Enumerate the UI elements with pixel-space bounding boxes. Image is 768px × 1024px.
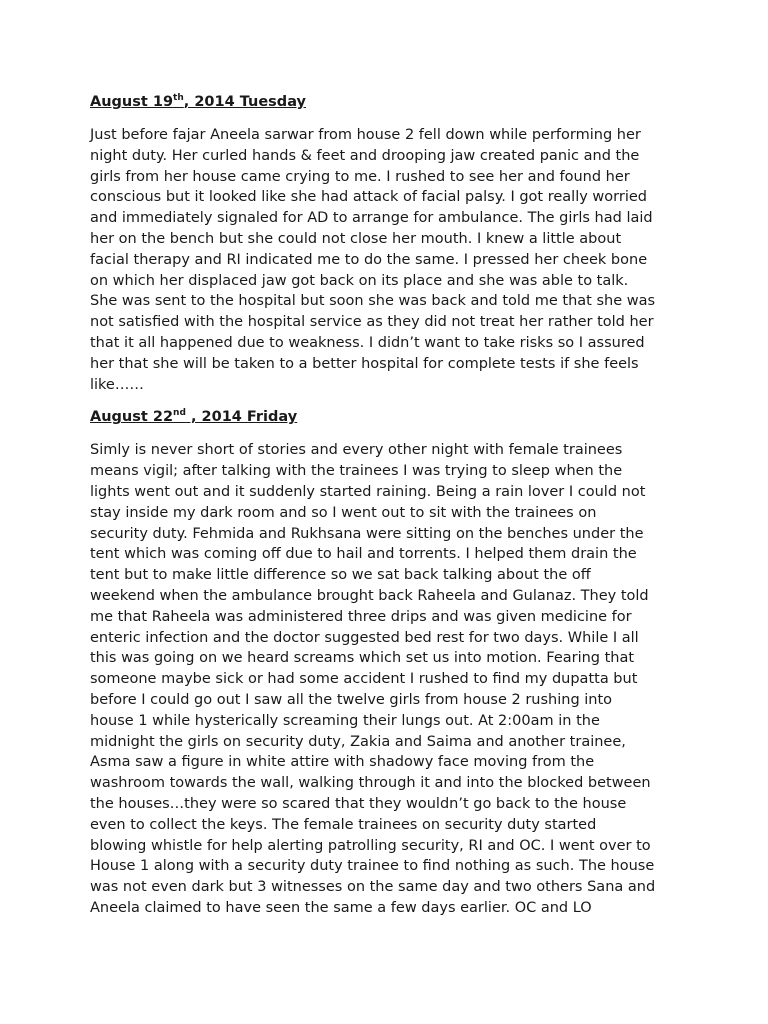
entry-date: August 22 (90, 409, 174, 426)
text-line: not satisfied with the hospital service as they did not treat her rather told her (90, 314, 654, 331)
text-line: girls from her house came crying to me. I rushed to see her and found her (90, 168, 630, 185)
text-line: weekend when the ambulance brought back Raheela and Gulanaz. They told (90, 587, 649, 604)
text-line: facial therapy and RI indicated me to do the same. I pressed her cheek bone (90, 251, 648, 268)
text-line: House 1 along with a security duty trainee to find nothing as such. The house (90, 858, 655, 875)
text-line: and immediately signaled for AD to arrange for ambulance. The girls had laid (90, 210, 653, 227)
text-line: even to collect the keys. The female trainees on security duty started (90, 816, 597, 833)
text-line: tent which was coming off due to hail and torrents. I helped them drain the (90, 546, 637, 563)
text-line: was not even dark but 3 witnesses on the same day and two others Sana and (90, 879, 656, 896)
text-line: like…… (90, 376, 144, 393)
text-line: on which her displaced jaw got back on its place and she was able to talk. (90, 272, 629, 289)
diary-entry-aug-22 (90, 407, 680, 918)
entry-body (90, 125, 680, 395)
text-line: house 1 while hysterically screaming their lungs out. At 2:00am in the (90, 712, 600, 729)
text-line: tent but to make little difference so we sat back talking about the off (90, 567, 591, 584)
entry-date-rest: , 2014 Tuesday (183, 94, 306, 110)
text-line: blowing whistle for help alerting patrolling security, RI and OC. I went over to (90, 837, 651, 854)
text-line: her that she will be taken to a better hospital for complete tests if she feels (90, 355, 639, 372)
text-line: the houses…they were so scared that they wouldn’t go back to the house (90, 795, 627, 812)
text-line: night duty. Her curled hands & feet and drooping jaw created panic and the (90, 147, 640, 164)
text-line: midnight the girls on security duty, Zakia and Saima and another trainee, (90, 733, 626, 750)
entry-heading (90, 407, 680, 427)
text-line: Aneela claimed to have seen the same a few days earlier. OC and LO (90, 899, 592, 916)
diary-entry-aug-19 (90, 92, 680, 395)
entry-body (90, 440, 680, 918)
text-line: stay inside my dark room and so I went out to sit with the trainees on (90, 504, 597, 521)
date-ordinal-suffix: th (173, 93, 184, 103)
text-line: washroom towards the wall, walking through it and into the blocked between (90, 775, 651, 792)
text-line: means vigil; after talking with the trainees I was trying to sleep when the (90, 463, 623, 480)
entry-date: August 19 (90, 94, 174, 110)
text-line: her on the bench but she could not close her mouth. I knew a little about (90, 230, 622, 247)
text-line: me that Raheela was administered three drips and was given medicine for (90, 608, 632, 625)
text-line: Asma saw a figure in white attire with shadowy face moving from the (90, 754, 595, 771)
text-line: that it all happened due to weakness. I didn’t want to take risks so I assured (90, 334, 645, 351)
text-line: security duty. Fehmida and Rukhsana were sitting on the benches under the (90, 525, 644, 542)
text-line: lights went out and it suddenly started raining. Being a rain lover I could not (90, 483, 646, 500)
text-line: someone maybe sick or had some accident I rushed to find my dupatta but (90, 671, 638, 688)
text-line: conscious but it looked like she had attack of facial palsy. I got really worried (90, 189, 647, 206)
text-line: She was sent to the hospital but soon she was back and told me that she was (90, 293, 656, 310)
text-line: enteric infection and the doctor suggested bed rest for two days. While I all (90, 629, 639, 646)
text-line: Simly is never short of stories and every other night with female trainees (90, 442, 623, 459)
entry-date-rest: , 2014 Friday (185, 409, 298, 426)
text-line: Just before fajar Aneela sarwar from house 2 fell down while performing her (90, 127, 641, 143)
text-line: before I could go out I saw all the twelve girls from house 2 rushing into (90, 691, 613, 708)
entry-heading (90, 92, 680, 112)
document-page (90, 92, 680, 931)
date-ordinal-suffix: nd (173, 408, 186, 419)
text-line: this was going on we heard screams which set us into motion. Fearing that (90, 650, 635, 667)
